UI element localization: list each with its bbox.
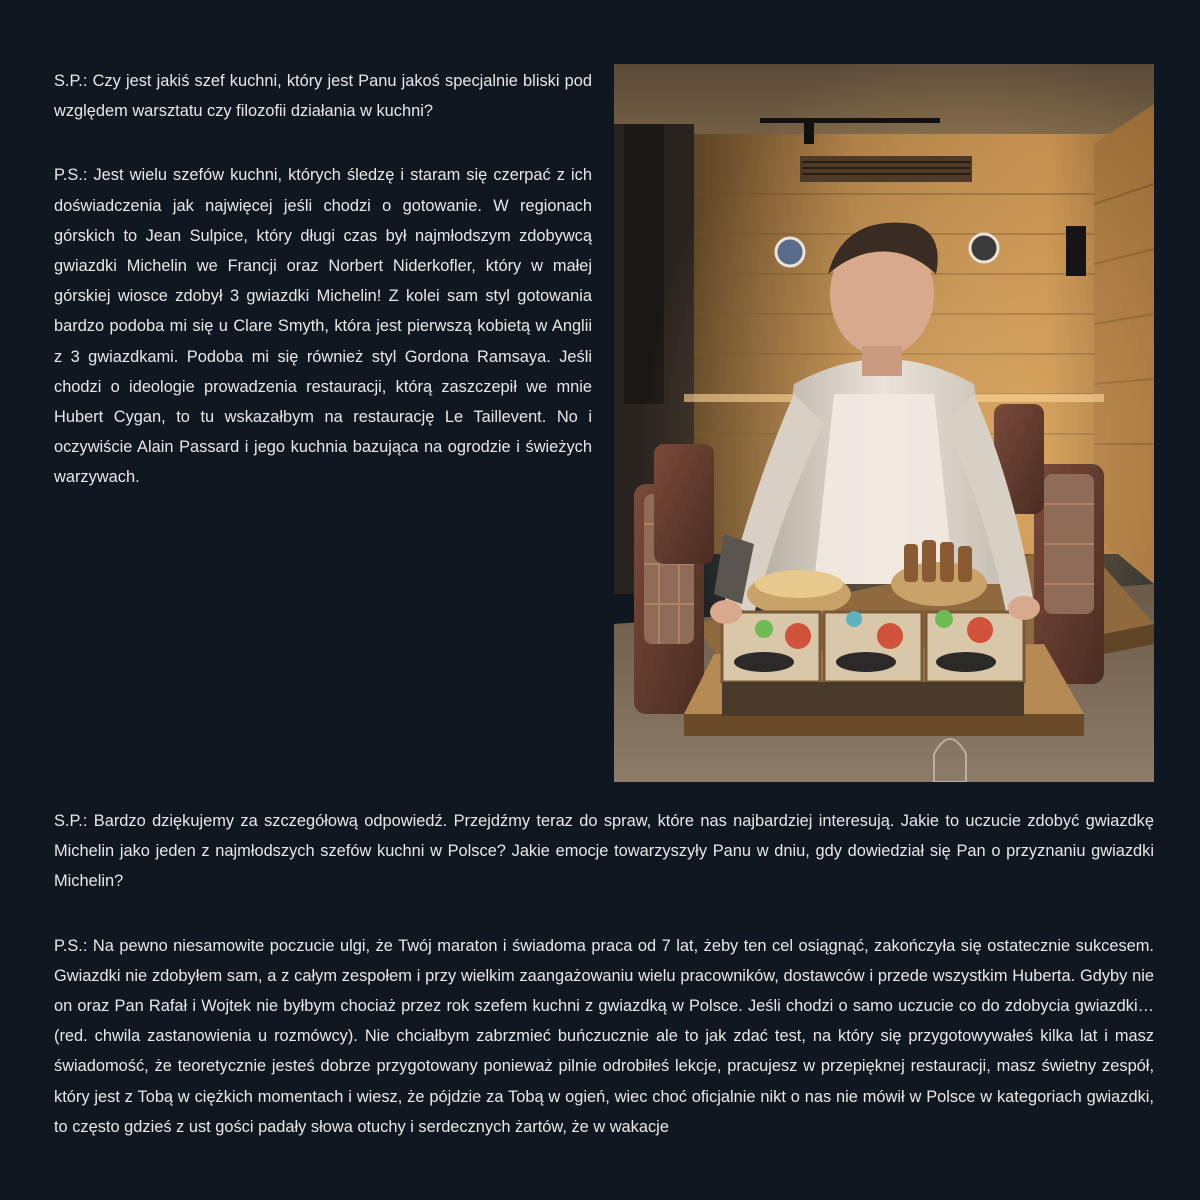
question-2: S.P.: Bardzo dziękujemy za szczegółową odpowiedź. Przejdźmy teraz do spraw, które nas najbardziej interesują. Jakie to uczucie zdobyć gwiazdkę Michelin jako jeden z najmłodszych szefów kuchni w Polsce? Jakie emocje towarzyszyły Panu w dniu, gdy dowiedział się Pan o przyznaniu gwiazdki Michelin? — [54, 812, 1154, 891]
left-column — [54, 66, 592, 493]
photo-illustration-icon — [614, 64, 1154, 782]
chef-photo — [614, 64, 1154, 782]
answer-2: P.S.: Na pewno niesamowite poczucie ulgi, że Twój maraton i świadoma praca od 7 lat, żeby ten cel osiągnąć, zakończyła się ostatecznie sukcesem. Gwiazdki nie zdobyłem sam, a z całym zespołem i przy wielkim zaangażowaniu wielu pracowników, dostawców i przede wszystkim Huberta. Gdyby nie on oraz Pan Rafał i Wojtek nie byłbym chociaż przez rok szefem kuchni z gwiazdką w Polsce. Jeśli chodzi o samo uczucie co do zdobycia gwiazdki… (red. chwila zastanowienia u rozmówcy). Nie chciałbym zabrzmieć buńczucznie ale to jak zdać test, na który się przygotowywałeś kilka lat i masz świadomość, że teoretycznie jesteś dobrze przygotowany ponieważ pilnie odrobiłeś lekcje, pracujesz w przepięknej restauracji, masz świetny zespół, który jest z Tobą w ciężkich momentach i wiesz, że pójdzie za Tobą w ogień, wiec choć oficjalnie nikt o nas nie mówił w Polsce w kategoriach gwiazdki, to często gdzieś z ust gości padały słowa otuchy i serdecznych żartów, że w wakacje — [54, 936, 1154, 1136]
answer-1: P.S.: Jest wielu szefów kuchni, których śledzę i staram się czerpać z ich doświadczenia jak najwięcej jeśli chodzi o gotowanie. W regionach górskich to Jean Sulpice, który długi czas był najmłodszym zdobywcą gwiazdki Michelin we Francji oraz Norbert Niderkofler, który w małej górskiej wiosce zdobył 3 gwiazdki Michelin! Z kolei sam styl gotowania bardzo podoba mi się u Clare Smyth, która jest pierwszą kobietą w Anglii z 3 gwiazdkami. Podoba mi się również styl Gordona Ramsaya. Jeśli chodzi o ideologie prowadzenia restauracji, którą zaszczepił we mnie Hubert Cygan, to tu wskazałbym na restaurację Le Taillevent. No i oczywiście Alain Passard i jego kuchnia bazująca na ogrodzie i świeżych warzywach. — [54, 166, 592, 487]
full-width-column — [54, 806, 1154, 1142]
question-1: S.P.: Czy jest jakiś szef kuchni, który jest Panu jakoś specjalnie bliski pod względem warsztatu czy filozofii działania w kuchni? — [54, 72, 592, 121]
